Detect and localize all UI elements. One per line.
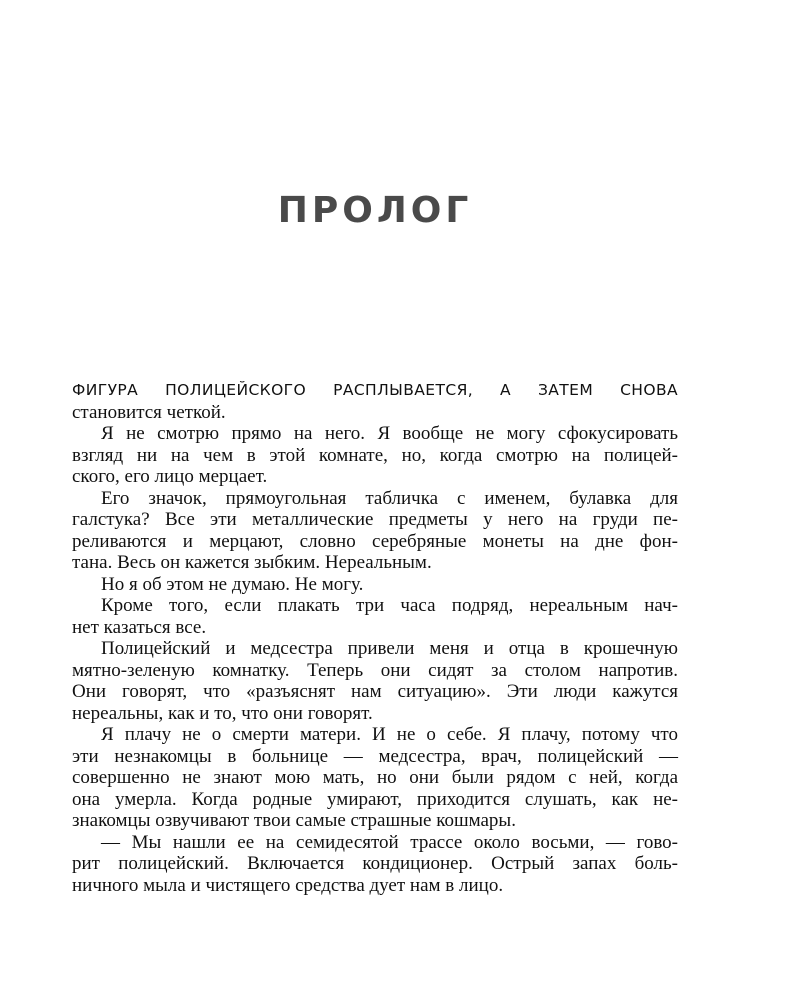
text-line: ского, его лицо мерцает. <box>72 466 268 487</box>
text-line: эти незнакомцы в больнице — медсестра, врач, полицейский — <box>72 745 678 767</box>
text-line: — Мы нашли ее на семидесятой трассе около восьми, — гово- <box>101 831 678 853</box>
text-line: ФИГУРА ПОЛИЦЕЙСКОГО РАСПЛЫВАЕТСЯ, А ЗАТЕМ СНОВА <box>72 381 678 399</box>
text-line: Я не смотрю прямо на него. Я вообще не могу сфокусировать <box>101 423 678 444</box>
text-line: совершенно не знают мою мать, но они были рядом с ней, когда <box>72 767 678 788</box>
text-line: Его значок, прямоугольная табличка с именем, булавка для <box>101 487 678 509</box>
text-line: взгляд ни на чем в этой комнате, но, когда смотрю на полицей- <box>72 444 678 466</box>
text-line: знакомцы озвучивают твои самые страшные кошмары. <box>72 810 516 831</box>
text-line: Полицейский и медсестра привели меня и отца в крошечную <box>101 638 678 659</box>
text-line: ничного мыла и чистящего средства дует нам в лицо. <box>72 874 504 896</box>
text-line: нереальны, как и то, что они говорят. <box>72 702 373 724</box>
text-line: нет казаться все. <box>72 616 207 638</box>
body-text <box>72 380 678 896</box>
chapter-title: ПРОЛОГ <box>277 190 473 231</box>
text-line: рит полицейский. Включается кондиционер. Острый запах боль- <box>72 853 678 874</box>
text-line: реливаются и мерцают, словно серебряные монеты на дне фон- <box>72 530 678 552</box>
text-line: она умерла. Когда родные умирают, приходится слушать, как не- <box>72 788 678 810</box>
text-line: мятно-зеленую комнатку. Теперь они сидят за столом напротив. <box>72 659 678 681</box>
text-line: становится четкой. <box>72 401 226 423</box>
text-line: Они говорят, что «разъяснят нам ситуацию». Эти люди кажутся <box>72 681 678 702</box>
text-line: Кроме того, если плакать три часа подряд, нереальным нач- <box>101 595 678 616</box>
text-line: тана. Весь он кажется зыбким. Нереальным. <box>72 552 432 573</box>
text-line: Я плачу не о смерти матери. И не о себе. Я плачу, потому что <box>101 724 678 745</box>
text-line: Но я об этом не думаю. Не могу. <box>101 573 364 595</box>
text-line: галстука? Все эти металлические предметы у него на груди пе- <box>72 509 678 530</box>
